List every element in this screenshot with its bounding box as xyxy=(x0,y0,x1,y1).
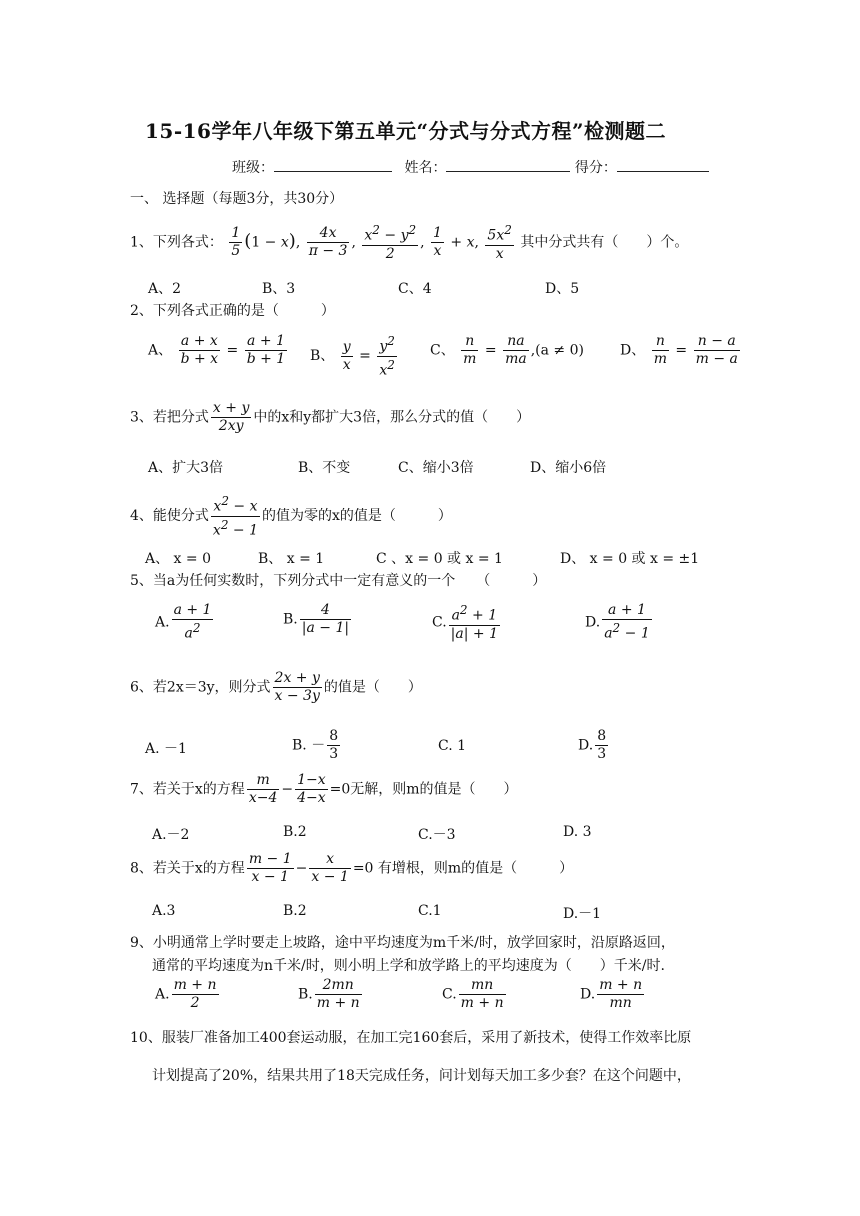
option-label: C、 xyxy=(430,342,455,359)
option-label: D. xyxy=(580,986,596,1003)
q6-option-a[interactable]: A. －1 xyxy=(145,741,187,757)
option-label: D、 xyxy=(620,342,646,359)
q3-option-a[interactable]: A、扩大3倍 xyxy=(148,460,224,476)
fraction: $\frac{a + 1}{b + 1}$ xyxy=(246,333,286,367)
q9-option-b[interactable] xyxy=(298,977,364,1012)
class-field[interactable] xyxy=(274,157,392,172)
question-4-stem: 4、能使分式 xyxy=(130,508,209,525)
fraction: $\frac{4x}{\pi - 3}$ xyxy=(308,224,348,259)
fraction: $\frac{x^2 - y^2}{2}$ xyxy=(364,223,417,262)
q1-option-c[interactable]: C、4 xyxy=(398,281,432,297)
question-9-line1: 9、小明通常上学时要走上坡路，途中平均速度为m千米/时，放学回家时，沿原路返回， xyxy=(130,935,675,951)
question-6 xyxy=(130,670,422,705)
question-1-stem: 1、下列各式： xyxy=(130,234,223,251)
q7-option-b[interactable]: B.2 xyxy=(283,824,307,840)
fraction: $\frac{1-x}{4-x}$ xyxy=(297,772,326,806)
option-label: A、 xyxy=(148,342,173,359)
q3-option-c[interactable]: C、缩小3倍 xyxy=(398,460,474,476)
option-label: C. xyxy=(432,614,447,631)
fraction: $\frac{n - a}{m - a}$ xyxy=(695,333,738,367)
q1-option-d[interactable]: D、5 xyxy=(545,281,580,297)
q5-option-d[interactable] xyxy=(585,602,654,643)
q9-option-a[interactable] xyxy=(155,977,221,1012)
fraction: $\frac{y}{x}$ xyxy=(342,338,351,373)
q8-option-a[interactable]: A.3 xyxy=(152,903,176,919)
q2-option-d[interactable]: D、 $\frac{n}{m}$ = $\frac{n - a}{m - a}$ xyxy=(620,333,738,367)
q8-option-d[interactable]: D.－1 xyxy=(563,906,602,922)
q6-option-d[interactable] xyxy=(578,728,610,763)
option-label: A. xyxy=(155,986,170,1003)
option-label: D. xyxy=(585,614,601,631)
fraction: $\frac{m + n}{mn}$ xyxy=(599,977,643,1011)
question-7: 7、若关于x的方程 $\frac{m}{x-4}$ − $\frac{1-x}{4-x}$ =0无解，则m的值是（ ） xyxy=(130,772,518,806)
q4-option-d[interactable]: D、 x = 0 或 x = ±1 xyxy=(560,551,700,567)
question-8: 8、若关于x的方程 $\frac{m - 1}{x - 1}$ − $\frac{x}{x - 1}$ =0 有增根，则m的值是（ ） xyxy=(130,851,574,885)
fraction: $\frac{x}{x - 1}$ xyxy=(311,851,349,885)
question-3-stem: 3、若把分式 xyxy=(130,409,209,426)
fraction: $\frac{m}{x-4}$ xyxy=(248,772,278,806)
section-heading: 一、 选择题（每题3分，共30分） xyxy=(130,191,344,207)
fraction: $\frac{5x^2}{x}$ xyxy=(487,223,512,262)
fraction: $\frac{x + y}{2xy}$ xyxy=(212,400,250,434)
q4-option-b[interactable]: B、 x = 1 xyxy=(258,551,325,567)
fraction: $\frac{4}{|a - 1|}$ xyxy=(301,602,350,636)
option-label: C. xyxy=(442,986,457,1003)
fraction: $\frac{2x + y}{x - 3y}$ xyxy=(274,670,320,704)
q4-option-c[interactable]: C 、x = 0 或 x = 1 xyxy=(376,551,503,567)
q3-option-b[interactable]: B、不变 xyxy=(298,460,351,476)
score-label: 得分： xyxy=(574,160,617,176)
q5-option-c[interactable] xyxy=(432,602,502,643)
fraction: $\frac{x^2 - x}{x^2 - 1}$ xyxy=(212,494,259,539)
q6-option-b[interactable] xyxy=(292,728,342,763)
student-info-row xyxy=(232,157,709,177)
option-label: A. xyxy=(155,614,170,631)
page-title: 15-16学年八年级下第五单元“分式与分式方程”检测题二 xyxy=(145,119,666,143)
fraction: $\frac{a + x}{b + x}$ xyxy=(180,333,219,367)
name-label: 姓名： xyxy=(404,160,447,176)
q7-option-c[interactable]: C.－3 xyxy=(418,827,456,843)
q9-option-d[interactable] xyxy=(580,977,646,1012)
fraction: $\frac{a + 1}{a^2 - 1}$ xyxy=(604,602,650,642)
question-3-suffix: 中的x和y都扩大3倍，那么分式的值（ ） xyxy=(253,409,531,426)
question-8-stem: 8、若关于x的方程 xyxy=(130,860,245,877)
fraction: $\frac{8}{3}$ xyxy=(597,728,607,762)
fraction: $\frac{n}{m}$ xyxy=(463,333,477,367)
fraction: $\frac{n}{m}$ xyxy=(653,333,667,367)
question-1-suffix: 其中分式共有（ ）个。 xyxy=(520,234,689,251)
fraction: $\frac{m - 1}{x - 1}$ xyxy=(248,851,292,885)
fraction: $\frac{8}{3}$ xyxy=(329,728,339,762)
option-label: B. xyxy=(283,611,298,628)
question-8-suffix: =0 有增根，则m的值是（ ） xyxy=(352,860,574,877)
question-4 xyxy=(130,493,452,539)
condition: ,(a ≠ 0) xyxy=(530,342,584,359)
fraction: $\frac{na}{ma}$ xyxy=(505,333,527,367)
q7-option-d[interactable]: D. 3 xyxy=(563,824,592,840)
fraction: $\frac{a^2 + 1}{|a| + 1}$ xyxy=(450,603,498,642)
option-label: B. xyxy=(298,986,313,1003)
question-3 xyxy=(130,400,530,435)
fraction: $\frac{y^2}{x^2}$ xyxy=(379,334,395,379)
fraction: $\frac{1}{5}$ xyxy=(231,224,241,259)
q2-option-b[interactable]: B、 $\frac{y}{x}$ = $\frac{y^2}{x^2}$ xyxy=(310,334,395,379)
q2-option-a[interactable]: A、 $\frac{a + x}{b + x}$ = $\frac{a + 1}{b + 1}$ xyxy=(148,333,286,367)
question-10-line1: 10、服装厂准备加工400套运动服，在加工完160套后，采用了新技术，使得工作效率比原 xyxy=(130,1030,692,1046)
fraction: $\frac{a + 1}{a^2}$ xyxy=(173,602,212,642)
question-6-stem: 6、若2x＝3y，则分式 xyxy=(130,679,271,696)
q7-option-a[interactable]: A.－2 xyxy=(152,827,190,843)
q8-option-b[interactable]: B.2 xyxy=(283,903,307,919)
question-2: 2、下列各式正确的是（ ） xyxy=(130,303,335,319)
q5-option-b[interactable] xyxy=(283,602,353,637)
option-label: B. － xyxy=(292,737,326,754)
question-9-line2: 通常的平均速度为n千米/时，则小明上学和放学路上的平均速度为（ ）千米/时. xyxy=(152,958,665,974)
q4-option-a[interactable]: A、 x = 0 xyxy=(145,551,211,567)
q1-option-a[interactable]: A、2 xyxy=(148,281,182,297)
score-field[interactable] xyxy=(617,157,709,172)
question-5: 5、当a为任何实数时，下列分式中一定有意义的一个 （ ） xyxy=(130,573,547,589)
question-10-line2: 计划提高了20%，结果共用了18天完成任务，问计划每天加工多少套？在这个问题中， xyxy=(152,1068,691,1084)
fraction: $\frac{mn}{m + n}$ xyxy=(460,977,504,1011)
question-7-stem: 7、若关于x的方程 xyxy=(130,781,245,798)
q3-option-d[interactable]: D、缩小6倍 xyxy=(530,460,607,476)
fraction: $\frac{1}{x}$ xyxy=(433,224,442,259)
q6-option-c[interactable]: C. 1 xyxy=(438,738,467,754)
q2-option-c[interactable]: C、 $\frac{n}{m}$ = $\frac{na}{ma}$ ,(a ≠ 0) xyxy=(430,333,584,367)
option-label: D. xyxy=(578,737,594,754)
q5-option-a[interactable] xyxy=(155,602,215,643)
question-7-suffix: =0无解，则m的值是（ ） xyxy=(329,781,518,798)
q8-option-c[interactable]: C.1 xyxy=(418,903,442,919)
q1-option-b[interactable]: B、3 xyxy=(262,281,296,297)
name-field[interactable] xyxy=(446,157,570,172)
fraction: $\frac{m + n}{2}$ xyxy=(173,977,217,1011)
option-label: B、 xyxy=(310,348,335,365)
fraction: $\frac{2mn}{m + n}$ xyxy=(316,977,360,1011)
class-label: 班级： xyxy=(232,160,274,176)
q9-option-c[interactable] xyxy=(442,977,508,1012)
question-4-suffix: 的值为零的x的值是（ ） xyxy=(262,508,452,525)
question-6-suffix: 的值是（ ） xyxy=(323,679,422,696)
question-1: 1、下列各式： $\frac{1}{5}$ (1 − x), $\frac{4x}{\pi - 3}$ , $\frac{x^2 - y^2}{2}$ , $\frac{1}{x}$ + x, $\frac{5x^2}{x}$ 其中分式共有（ ）个。 xyxy=(130,223,689,262)
